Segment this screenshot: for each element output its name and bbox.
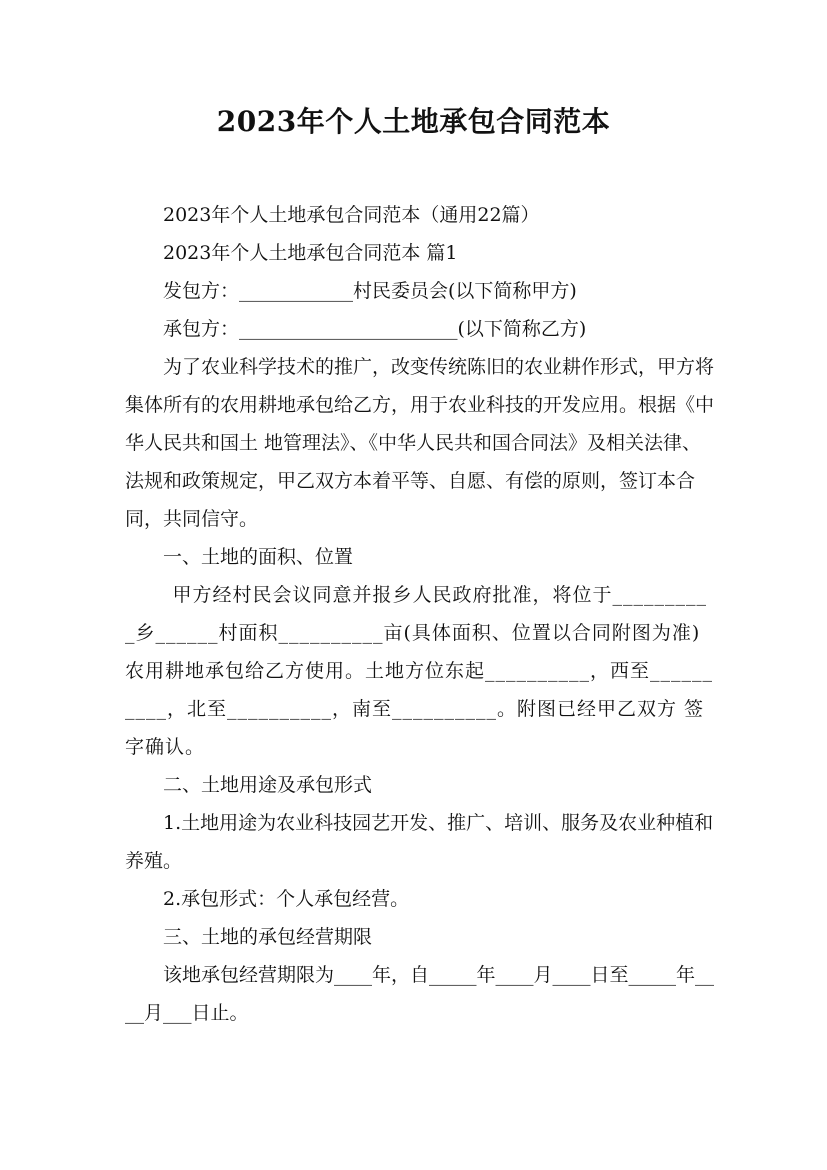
paragraph-heading-usage: 二、土地用途及承包形式 — [163, 774, 373, 796]
paragraph-usage-2: 2.承包形式：个人承包经营。 — [163, 888, 410, 910]
paragraph-heading-term: 三、土地的承包经营期限 — [163, 926, 373, 948]
paragraph-usage-1: 1.土地用途为农业科技园艺开发、推广、培训、服务及农业种植和养殖。 — [125, 812, 714, 872]
paragraph-party-a: 发包方：____________村民委员会(以下简称甲方) — [163, 280, 577, 302]
document-title: 2023年个人土地承包合同范本 — [216, 105, 611, 138]
paragraph-area-location: 甲方经村民会议同意并报乡人民政府批准，将位于__________乡______村面积__________亩(具体面积、位置以合同附图为准) 农用耕地承包给乙方使用。土地方位东起__________，西至__________，北至__________，南至__________。附图已经甲乙双方 签字确认。 — [125, 584, 714, 758]
document-body — [125, 196, 715, 1032]
paragraph-party-b: 承包方：_______________________(以下简称乙方) — [163, 318, 587, 340]
paragraph-preamble: 为了农业科学技术的推广，改变传统陈旧的农业耕作形式，甲方将集体所有的农用耕地承包给乙方，用于农业科技的开发应用。根据《中华人民共和国土 地管理法》、《中华人民共和国合同法》及相关法律、法规和政策规定，甲乙双方本着平等、自愿、有偿的原则，签订本合同，共同信守。 — [125, 356, 715, 530]
paragraph-subtitle: 2023年个人土地承包合同范本（通用22篇） — [163, 204, 540, 226]
paragraph-heading-area-location: 一、土地的面积、位置 — [163, 546, 354, 568]
paragraph-term: 该地承包经营期限为____年，自_____年____月____日至_____年____月___日止。 — [125, 964, 715, 1024]
paragraph-section-heading: 2023年个人土地承包合同范本 篇1 — [163, 242, 458, 264]
